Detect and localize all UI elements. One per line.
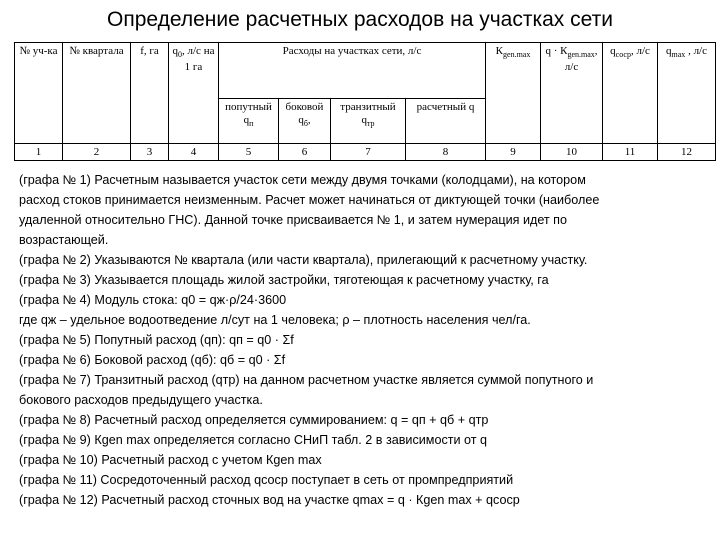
- text-line: (графа № 10) Расчетный расход с учетом Кgen max: [19, 453, 322, 467]
- col-number: 8: [406, 144, 486, 161]
- col-number: 12: [658, 144, 716, 161]
- text-line: (графа № 8) Расчетный расход определяется суммированием: q = qп + qб + qтр: [19, 413, 489, 427]
- text-line: (графа № 11) Сосредоточенный расход qсоср поступает в сеть от промпредприятий: [19, 473, 514, 487]
- header-q-sosr: $q_{соср}$, л/с: [603, 43, 658, 144]
- col-number: 5: [219, 144, 279, 161]
- text-line: (графа № 7) Транзитный расход (qтр) на данном расчетном участке является суммой попутного и: [19, 373, 594, 387]
- explanation-text: [19, 170, 709, 510]
- col-number: 1: [15, 144, 63, 161]
- col-number: 2: [63, 144, 131, 161]
- col-number: 11: [603, 144, 658, 161]
- text-line: (графа № 6) Боковой расход (qб): qб = q0 · Σf: [19, 353, 286, 367]
- col-number: 6: [279, 144, 331, 161]
- text-line: (графа № 5) Попутный расход (qп): qп = q0 · Σf: [19, 333, 294, 347]
- text-line: (графа № 9) Кgen max определяется согласно СНиП табл. 2 в зависимости от q: [19, 433, 488, 447]
- calculation-table: [14, 42, 716, 161]
- subheader-passing: попутный $q_п$: [219, 99, 279, 144]
- text-line: (графа № 12) Расчетный расход сточных вод на участке qmax = q · Кgen max + qсоср: [19, 493, 520, 507]
- text-line: расход стоков принимается неизменным. Расчет может начинаться от диктующей точки (наиболее: [19, 193, 600, 207]
- col-number: 9: [486, 144, 541, 161]
- header-quarter: № квартала: [63, 43, 131, 144]
- subheader-side: боковой $q_б$,: [279, 99, 331, 144]
- header-sector: № уч-ка: [15, 43, 63, 144]
- text-line: удаленной относительно ГНС). Данной точке присваивается № 1, и затем нумерация идет по: [19, 213, 568, 227]
- page-title: Определение расчетных расходов на участках сети: [107, 8, 613, 31]
- text-line: бокового расходов предыдущего участка.: [19, 393, 263, 407]
- col-number: 3: [131, 144, 169, 161]
- text-line: (графа № 2) Указываются № квартала (или части квартала), прилегающий к расчетному участку.: [19, 253, 588, 267]
- subheader-transit: транзитный $q_{тр}$: [331, 99, 406, 144]
- header-q0: $q_0$, л/с на 1 га: [169, 43, 219, 144]
- col-number: 7: [331, 144, 406, 161]
- header-kgen: $К_{gen.max}$: [486, 43, 541, 144]
- header-q-kgen: $q \cdot К_{gen.max}$, л/с: [541, 43, 603, 144]
- header-q-max: $q_{max}$ , л/с: [658, 43, 716, 144]
- text-line: возрастающей.: [19, 233, 109, 247]
- header-area: f, га: [131, 43, 169, 144]
- col-number: 4: [169, 144, 219, 161]
- header-flows: Расходы на участках сети, л/с: [219, 43, 486, 99]
- col-number: 10: [541, 144, 603, 161]
- text-line: (графа № 1) Расчетным называется участок сети между двумя точками (колодцами), на котором: [19, 173, 586, 187]
- subheader-design: расчетный q: [406, 99, 486, 144]
- text-line: где qж – удельное водоотведение л/сут на 1 человека; ρ – плотность населения чел/га.: [19, 313, 531, 327]
- text-line: (графа № 3) Указывается площадь жилой застройки, тяготеющая к расчетному участку, га: [19, 273, 549, 287]
- text-line: (графа № 4) Модуль стока: q0 = qж·ρ/24·3600: [19, 293, 287, 307]
